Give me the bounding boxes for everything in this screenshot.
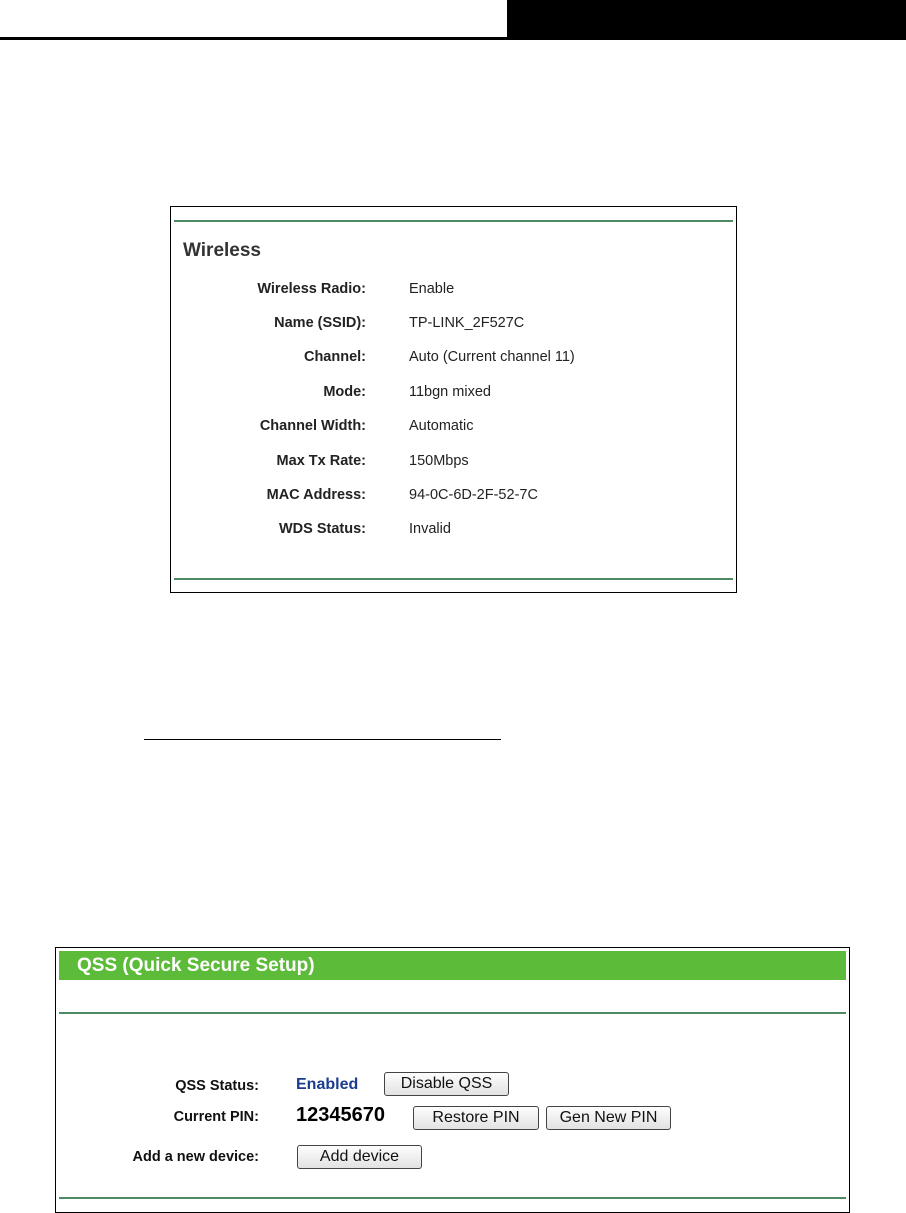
wireless-row-ssid xyxy=(171,315,736,339)
row-value: TP-LINK_2F527C xyxy=(409,315,525,331)
row-value: Auto (Current channel 11) xyxy=(409,349,575,365)
wireless-row-wds-status xyxy=(171,521,736,545)
qss-panel xyxy=(55,947,850,1213)
disable-qss-button[interactable]: Disable QSS xyxy=(384,1072,509,1096)
row-value: Automatic xyxy=(409,418,474,434)
gen-new-pin-button[interactable]: Gen New PIN xyxy=(546,1106,671,1130)
panel-top-rule xyxy=(174,220,733,222)
underline-divider xyxy=(144,739,501,740)
add-device-label: Add a new device: xyxy=(132,1149,259,1165)
qss-top-rule xyxy=(59,1012,846,1014)
row-label: Channel Width: xyxy=(259,418,366,434)
wireless-row-mac-address xyxy=(171,487,736,511)
row-label: Name (SSID): xyxy=(274,315,366,331)
row-label: MAC Address: xyxy=(266,487,366,503)
row-value: 94-0C-6D-2F-52-7C xyxy=(409,487,538,503)
qss-status-label: QSS Status: xyxy=(175,1078,259,1094)
wireless-row-max-tx-rate xyxy=(171,453,736,477)
wireless-panel xyxy=(170,206,737,593)
panel-bottom-rule xyxy=(174,578,733,580)
row-label: WDS Status: xyxy=(279,521,366,537)
row-label: Channel: xyxy=(303,349,366,365)
row-label: Mode: xyxy=(323,384,366,400)
row-value: 11bgn mixed xyxy=(409,384,491,400)
add-device-button[interactable]: Add device xyxy=(297,1145,422,1169)
qss-title-bar: QSS (Quick Secure Setup) xyxy=(59,951,846,980)
wireless-row-radio xyxy=(171,281,736,305)
header-rule xyxy=(0,37,906,40)
row-value: 150Mbps xyxy=(409,453,469,469)
current-pin-label: Current PIN: xyxy=(173,1109,259,1125)
restore-pin-button[interactable]: Restore PIN xyxy=(413,1106,539,1130)
row-value: Enable xyxy=(409,281,455,297)
wireless-row-mode xyxy=(171,384,736,408)
row-label: Wireless Radio: xyxy=(257,281,366,297)
wireless-row-channel-width xyxy=(171,418,736,442)
row-value: Invalid xyxy=(409,521,451,537)
qss-status-value: Enabled xyxy=(296,1076,359,1093)
current-pin-value: 12345670 xyxy=(296,1104,385,1126)
wireless-row-channel xyxy=(171,349,736,373)
header-dark-block xyxy=(507,0,906,40)
row-label: Max Tx Rate: xyxy=(276,453,366,469)
qss-bottom-rule xyxy=(59,1197,846,1199)
panel-title: Wireless xyxy=(183,240,261,261)
